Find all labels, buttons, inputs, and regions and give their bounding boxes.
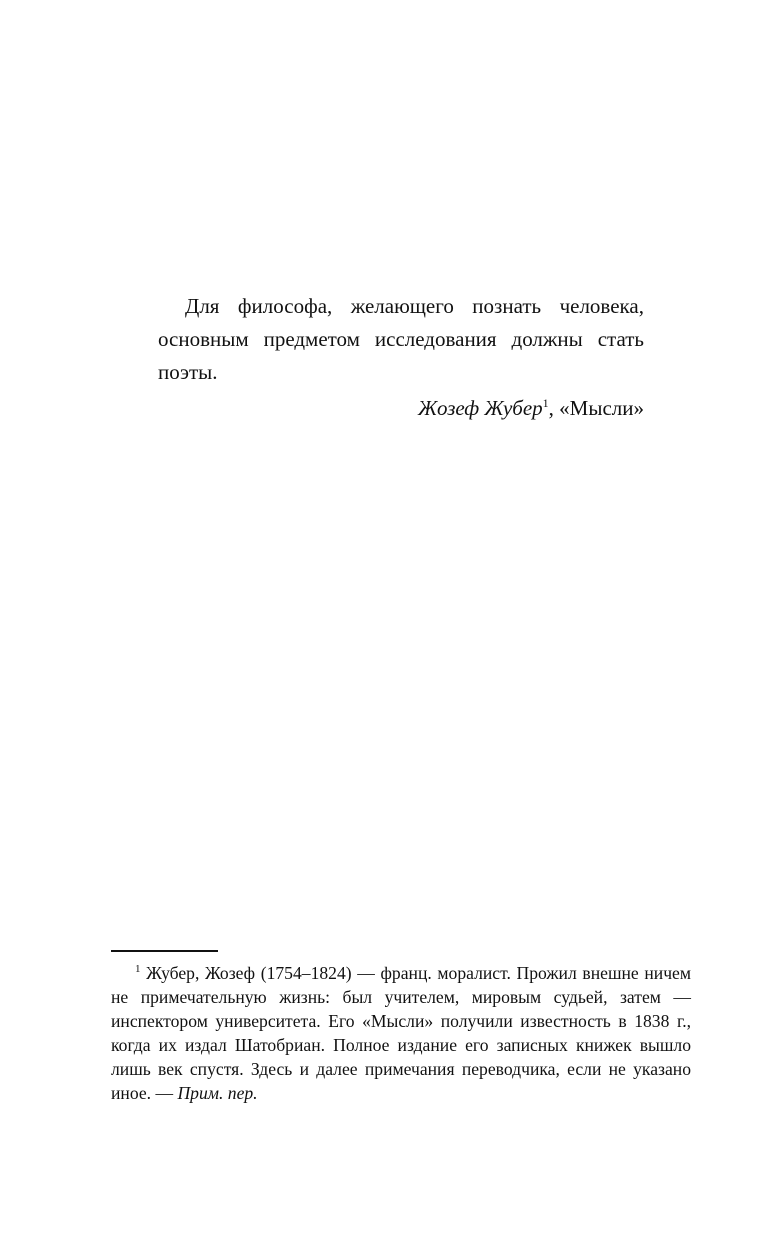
epigraph-source: , «Мысли»: [548, 396, 644, 420]
footnote-note-tag: Прим. пер.: [177, 1083, 258, 1103]
footnote-divider: [111, 950, 218, 952]
epigraph-attribution: [158, 392, 644, 425]
footnote-reference[interactable]: 1: [542, 396, 549, 410]
epigraph-text: Для философа, желающего познать человека, основным предметом исследования должны стать поэты.: [158, 294, 644, 384]
footnote-marker: 1: [135, 963, 141, 976]
epigraph-author: Жозеф Жубер: [418, 396, 543, 420]
epigraph: [158, 290, 644, 425]
footnote: [111, 961, 691, 1105]
footnote-text: Жубер, Жозеф (1754–1824) — франц. моралист. Прожил внешне ничем не примечательную жизнь: был учителем, мировым судьей, затем — инспектором университета. Его «Мысли» получили известность в 1838 г., когда их издал Шатобриан. Полное издание его записных книжек вышло лишь век спустя. Здесь и далее примечания переводчика, если не указано иное. —: [111, 963, 691, 1103]
